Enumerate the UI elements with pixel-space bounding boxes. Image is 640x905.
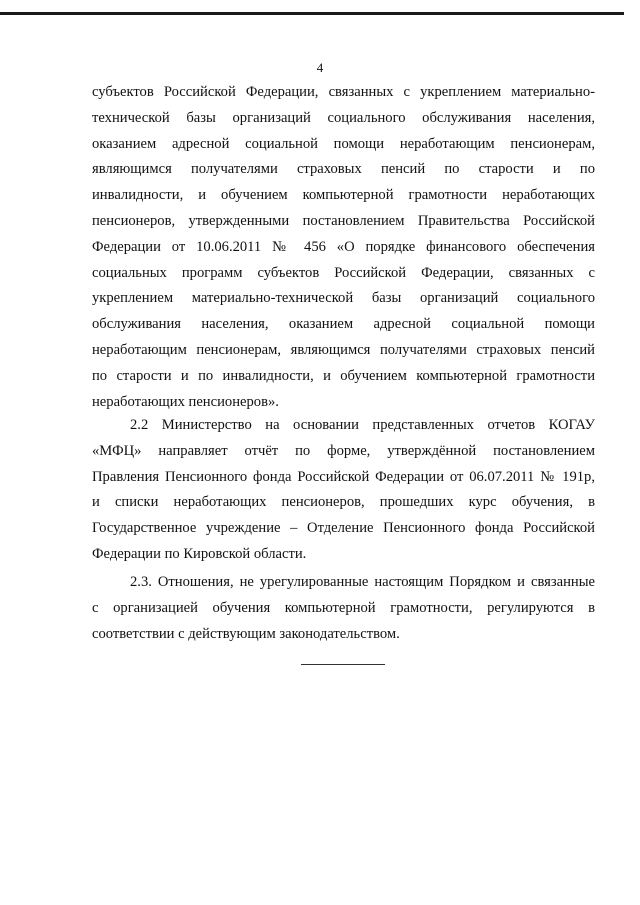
paragraph-2-text bbox=[92, 413, 595, 568]
paragraph-3 bbox=[92, 570, 595, 647]
text-line: 2.2 Министерство на основании представленных отчетов КОГАУ bbox=[130, 417, 595, 433]
closing-separator-line bbox=[301, 664, 385, 665]
text-line: являющимся получателями страховых пенсий по старости и по bbox=[92, 161, 595, 178]
paragraph-2 bbox=[92, 413, 595, 568]
page-number: 4 bbox=[316, 60, 324, 75]
text-line: Государственное учреждение – Отделение Пенсионного фонда Российской bbox=[92, 520, 595, 537]
text-line: с организацией обучения компьютерной грамотности, регулируются в bbox=[92, 599, 595, 616]
text-line: неработающих пенсионеров». bbox=[92, 393, 279, 410]
text-line: инвалидности, и обучением компьютерной грамотности неработающих bbox=[92, 187, 595, 204]
text-line: 2.3. Отношения, не урегулированные настоящим Порядком и связанные bbox=[130, 574, 595, 590]
paragraph-1-text bbox=[92, 80, 595, 415]
text-line: технической базы организаций социального обслуживания населения, bbox=[92, 109, 595, 126]
text-line: субъектов Российской Федерации, связанных с укреплением материально- bbox=[92, 84, 595, 100]
paragraph-3-text bbox=[92, 570, 595, 647]
text-line: обслуживания населения, оказанием адресной социальной помощи bbox=[92, 316, 595, 333]
text-line: соответствии с действующим законодательством. bbox=[92, 625, 400, 642]
text-line: социальных программ субъектов Российской Федерации, связанных с bbox=[92, 264, 595, 281]
text-line: неработающим пенсионерам, являющимся получателями страховых пенсий bbox=[92, 341, 595, 358]
text-line: по старости и по инвалидности, и обучением компьютерной грамотности bbox=[92, 367, 595, 384]
text-line: укреплением материально-технической базы организаций социального bbox=[92, 290, 595, 307]
top-border-line bbox=[0, 12, 624, 15]
text-line: Правления Пенсионного фонда Российской Федерации от 06.07.2011 № 191р, bbox=[92, 468, 595, 485]
text-line: Федерации от 10.06.2011 № 456 «О порядке финансового обеспечения bbox=[92, 238, 595, 255]
text-line: оказанием адресной социальной помощи неработающим пенсионерам, bbox=[92, 135, 595, 152]
paragraph-1 bbox=[92, 80, 595, 415]
text-line: пенсионеров, утвержденными постановлением Правительства Российской bbox=[92, 212, 595, 229]
text-line: и списки неработающих пенсионеров, прошедших курс обучения, в bbox=[92, 494, 595, 511]
text-line: Федерации по Кировской области. bbox=[92, 545, 307, 562]
text-line: «МФЦ» направляет отчёт по форме, утверждённой постановлением bbox=[92, 442, 595, 459]
